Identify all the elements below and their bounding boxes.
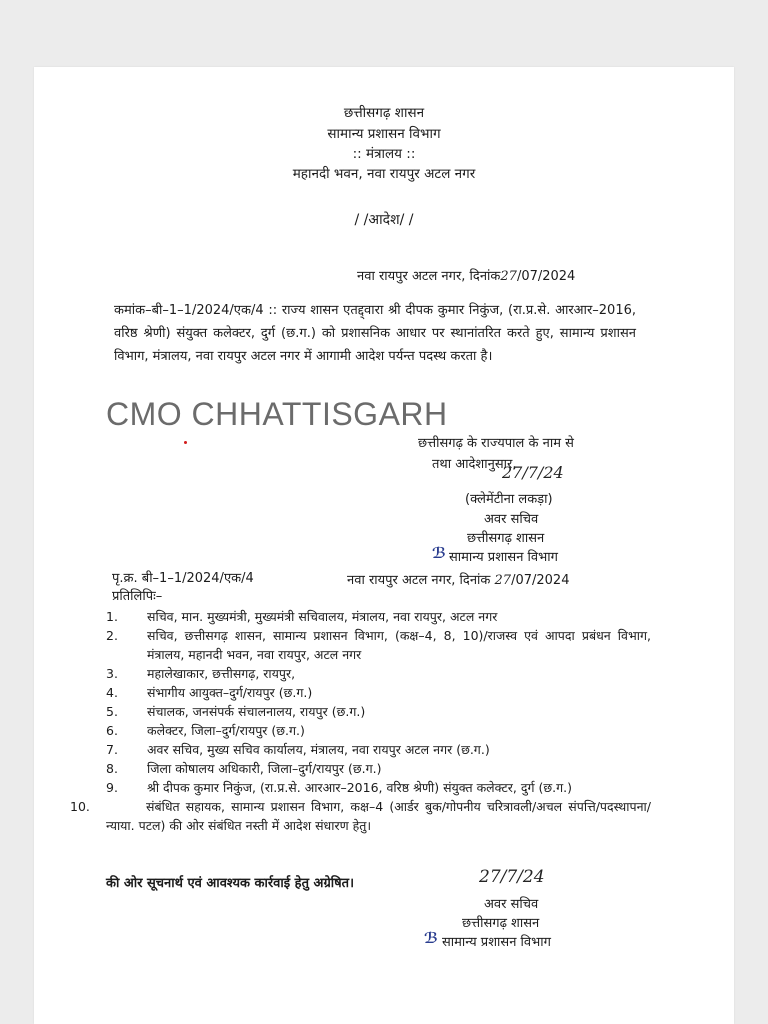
- list-item: 4. संभागीय आयुक्त–दुर्ग/रायपुर (छ.ग.): [106, 685, 313, 700]
- copy-date-rest: /07/2024: [511, 573, 570, 588]
- order-title: / /आदेश/ /: [354, 212, 414, 228]
- header-ministry: :: मंत्रालय ::: [352, 146, 416, 162]
- list-item: 1. सचिव, मान. मुख्यमंत्री, मुख्यमंत्री सचिवालय, मंत्रालय, नवा रायपुर, अटल नगर: [106, 609, 498, 624]
- document-page: [34, 67, 734, 1024]
- signatory-department: सामान्य प्रशासन विभाग: [449, 550, 558, 565]
- list-item: 8. जिला कोषालय अधिकारी, जिला–दुर्ग/रायपुर (छ.ग.): [106, 761, 382, 776]
- copy-signatory-designation: अवर सचिव: [484, 897, 539, 912]
- list-item: 6. कलेक्टर, जिला–दुर्ग/रायपुर (छ.ग.): [106, 723, 305, 738]
- copy-handwritten-signature: 27/7/24: [479, 867, 545, 887]
- copy-date-prefix: नवा रायपुर अटल नगर, दिनांक: [347, 573, 491, 588]
- order-date: [357, 266, 575, 284]
- signatory-designation: अवर सचिव: [484, 512, 539, 527]
- authority-line2: तथा आदेशानुसार,: [432, 457, 517, 472]
- list-item: 5. संचालक, जनसंपर्क संचालनालय, रायपुर (छ.ग.): [106, 704, 366, 719]
- initial-mark-icon: ℬ: [432, 544, 446, 562]
- list-item: 10. संबंधित सहायक, सामान्य प्रशासन विभाग, कक्ष–4 (आर्डर बुक/गोपनीय चरित्रावली/अचल संपत्ति/पदस्थापना/न्याया. पटल) की ओर संबंधित नस्ती में आदेश संधारण हेतु।: [70, 799, 651, 833]
- list-item: 9. श्री दीपक कुमार निकुंज, (रा.प्र.से. आरआर–2016, वरिष्ठ श्रेणी) संयुक्त कलेक्टर, दुर्ग (छ.ग.): [106, 780, 572, 795]
- header-govt: छत्तीसगढ़ शासन: [343, 105, 425, 121]
- list-item: 3. महालेखाकार, छत्तीसगढ़, रायपुर,: [106, 666, 296, 681]
- closing-note: की ओर सूचनार्थ एवं आवश्यक कार्रवाई हेतु अग्रेषित।: [106, 876, 355, 891]
- copy-initial-mark-icon: ℬ: [424, 929, 438, 947]
- order-paragraph: कमांक–बी–1–1/2024/एक/4 :: राज्य शासन एतद्द्वारा श्री दीपक कुमार निकुंज, (रा.प्र.से. आरआर–2016, वरिष्ठ श्रेणी) संयुक्त कलेक्टर, दुर्ग (छ.ग.) को प्रशासनिक आधार पर स्थानांतरित करते हुए, सामान्य प्रशासन विभाग, मंत्रालय, नवा रायपुर अटल नगर में आगामी आदेश पर्यन्त पदस्थ करता है।: [114, 303, 636, 364]
- signatory-govt: छत्तीसगढ़ शासन: [467, 531, 545, 546]
- copy-label: प्रतिलिपिः–: [112, 589, 163, 604]
- copy-date: [347, 570, 569, 588]
- signatory-name: (क्लेमेंटीना लकड़ा): [465, 492, 553, 507]
- header-address: महानदी भवन, नवा रायपुर अटल नगर: [292, 166, 476, 182]
- date-rest: /07/2024: [516, 269, 576, 284]
- copy-date-day-handwritten: 27: [494, 573, 512, 588]
- header-department: सामान्य प्रशासन विभाग: [327, 126, 441, 142]
- copy-reference: पृ.क्र. बी–1–1/2024/एक/4: [112, 571, 254, 586]
- list-item: 2. सचिव, छत्तीसगढ़ शासन, सामान्य प्रशासन विभाग, (कक्ष–4, 8, 10)/राजस्व एवं आपदा प्रबंधन विभाग, मंत्रालय, महानदी भवन, नवा रायपुर, अटल नगर: [106, 628, 651, 662]
- copy-signatory-govt: छत्तीसगढ़ शासन: [462, 916, 540, 931]
- red-dot-mark: [184, 441, 187, 444]
- date-prefix: नवा रायपुर अटल नगर, दिनांक: [357, 269, 501, 284]
- copy-list: [70, 607, 651, 835]
- list-item: 7. अवर सचिव, मुख्य सचिव कार्यालय, मंत्रालय, नवा रायपुर अटल नगर (छ.ग.): [106, 742, 490, 757]
- watermark-text: CMO CHHATTISGARH: [106, 396, 448, 432]
- handwritten-signature: 27/7/24: [502, 463, 564, 482]
- date-day-handwritten: 27: [500, 269, 517, 284]
- copy-signatory-department: सामान्य प्रशासन विभाग: [442, 935, 551, 950]
- authority-line1: छत्तीसगढ़ के राज्यपाल के नाम से: [418, 436, 574, 451]
